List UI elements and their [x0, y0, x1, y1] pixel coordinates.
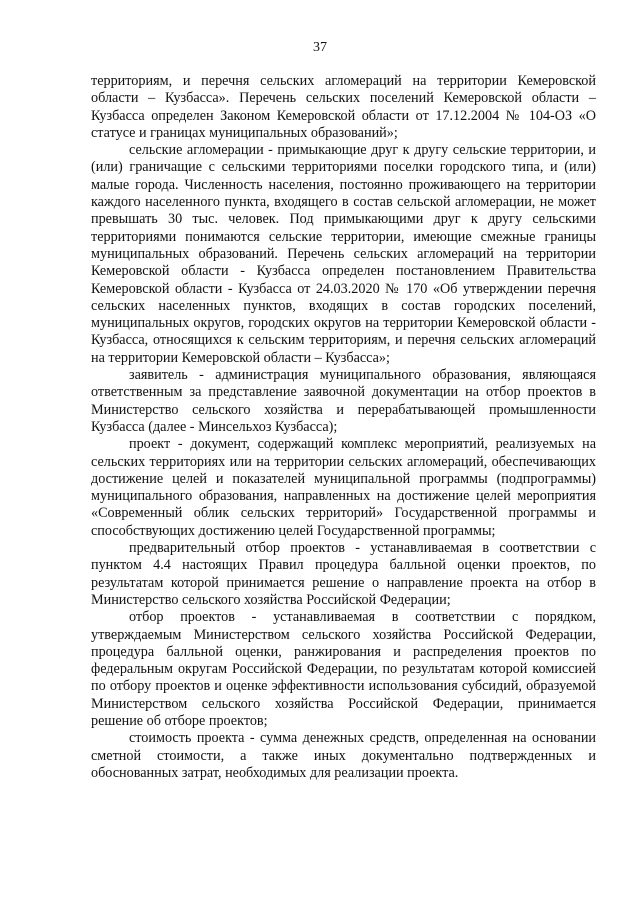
paragraph-project-cost: стоимость проекта - сумма денежных средств, определенная на основании сметной стоимости, а также иных документально подтвержденных и обоснованных затрат, необходимых для реализации проекта.: [91, 730, 596, 781]
page-number: 37: [313, 40, 327, 55]
paragraph-preliminary-selection: предварительный отбор проектов - устанавливаемая в соответствии с пунктом 4.4 настоящих Правил процедура балльной оценки проектов, по результатам которой принимается решение о направление проекта на отбор в Министерство сельского хозяйства Российской Федерации;: [91, 540, 596, 608]
paragraph-applicant: заявитель - администрация муниципального образования, являющаяся ответственным за представление заявочной документации на отбор проектов в Министерство сельского хозяйства и перерабатывающей промышленности Кузбасса (далее - Минсельхоз Кузбасса);: [91, 367, 596, 435]
paragraph-project: проект - документ, содержащий комплекс мероприятий, реализуемых на сельских территориях или на территории сельских агломераций, обеспечивающих достижение целей и показателей муниципальной программы (подпрограммы) муниципального образования, направленных на достижение целей мероприятия «Современный облик сельских территорий» Государственной программы и способствующих достижению целей Государственной программы;: [91, 436, 596, 539]
paragraph-project-selection: отбор проектов - устанавливаемая в соответствии с порядком, утверждаемым Министерством сельского хозяйства Российской Федерации, процедура балльной оценки, ранжирования и распределения проектов по федеральным округам Российской Федерации, по результатам которой комиссией по отбору проектов и оценке эффективности использования субсидий, образуемой Министерством сельского хозяйства Российской Федерации, принимается решение об отборе проектов;: [91, 609, 596, 729]
document-body: [91, 73, 596, 782]
paragraph-continuation: территориям, и перечня сельских агломераций на территории Кемеровской области – Кузбасса». Перечень сельских поселений Кемеровской области – Кузбасса определен Законом Кемеровской области от 17.12.2004 № 104-ОЗ «О статусе и границах муниципальных образований»;: [91, 73, 596, 141]
paragraph-rural-agglomerations: сельские агломерации - примыкающие друг к другу сельские территории, и (или) граничащие с сельскими территориями поселки городского типа, и (или) малые города. Численность населения, постоянно проживающего на территории каждого населенного пункта, входящего в состав сельской агломерации, не может превышать 30 тыс. человек. Под примыкающими друг к другу сельскими территориями понимаются сельские территории, имеющие смежные границы муниципальных образований. Перечень сельских агломераций на территории Кемеровской области - Кузбасса определен постановлением Правительства Кемеровской области - Кузбасса от 24.03.2020 № 170 «Об утверждении перечня сельских населенных пунктов, входящих в состав городских поселений, муниципальных округов, городских округов на территории Кемеровской области - Кузбасса, относящихся к сельским территориям, и перечня сельских агломераций на территории Кемеровской области – Кузбасса»;: [91, 142, 596, 366]
